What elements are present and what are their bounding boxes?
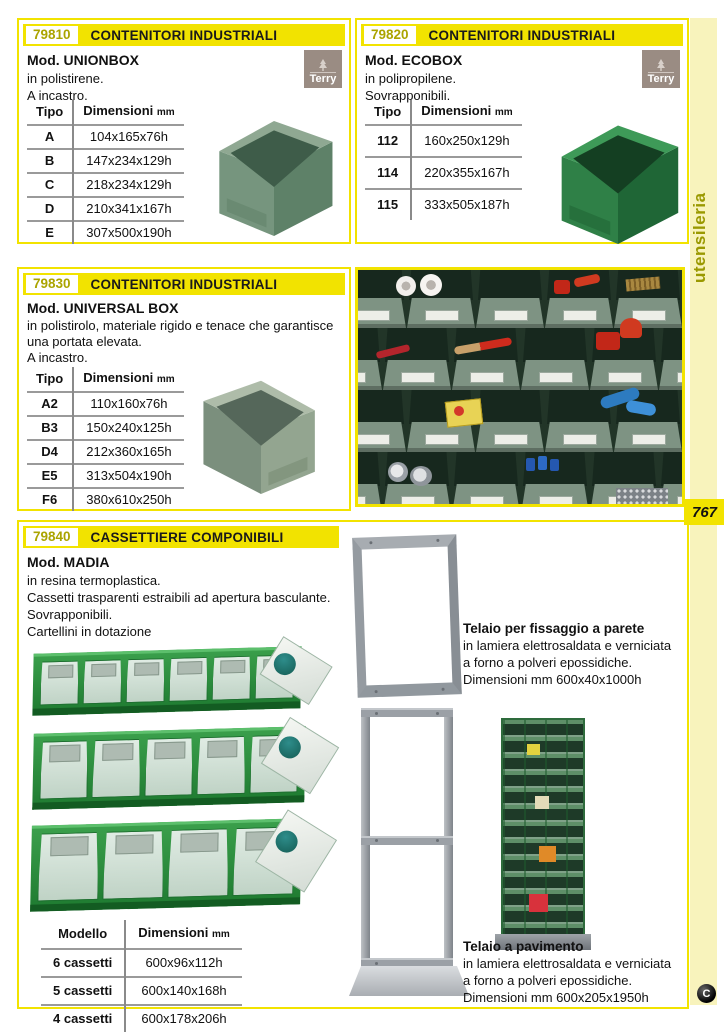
cell-dim: 218x234x129h	[86, 177, 172, 192]
floor-frame-line: in lamiera elettrosaldata e verniciata	[463, 956, 672, 971]
cell-dim: 150x240x125h	[86, 420, 172, 435]
model-description-line: Cartellini in dotazione	[27, 624, 152, 639]
model-description-line: Sovrapponibili.	[365, 88, 451, 103]
table-row	[27, 416, 184, 440]
cell-tipo: 112	[365, 125, 411, 157]
cell-tipo: C	[27, 173, 73, 197]
section-79810	[17, 18, 351, 244]
wall-frame-line: Dimensioni mm 600x40x1000h	[463, 672, 642, 687]
model-description-line: A incastro.	[27, 88, 88, 103]
brand-name: Terry	[647, 73, 675, 85]
cell-dim: 600x178x206h	[141, 1011, 227, 1026]
cell-modello: 6 cassetti	[41, 949, 125, 977]
page-number-tab: 767	[684, 499, 724, 525]
category-title: CONTENITORI INDUSTRIALI	[90, 276, 278, 292]
cabinet-item-red	[529, 894, 548, 912]
category-title: CONTENITORI INDUSTRIALI	[90, 27, 278, 43]
floor-frame-text	[463, 938, 678, 1006]
col-header-dimensioni: Dimensioni mm	[421, 103, 513, 118]
tree-icon	[317, 59, 329, 71]
terry-brand-logo	[304, 50, 342, 88]
model-name: Mod. ECOBOX	[365, 52, 463, 68]
storage-bins-photo	[355, 267, 685, 507]
cell-dim: 104x165x76h	[89, 129, 168, 144]
table-row	[27, 221, 184, 244]
photo-item-metal-grid	[616, 488, 668, 506]
photo-item-label-dot	[454, 406, 464, 416]
side-category-label: utensileria	[690, 192, 709, 284]
col-header-modello: Modello	[41, 920, 125, 949]
cell-dim: 307x500x190h	[86, 225, 172, 240]
article-code: 79840	[26, 528, 78, 546]
cabinet-item-beige	[535, 796, 549, 809]
photo-item-red-part	[620, 318, 642, 338]
col-header-tipo: Tipo	[365, 100, 411, 125]
floor-frame-title: Telaio a pavimento	[463, 939, 584, 954]
cell-tipo: E5	[27, 464, 73, 488]
unionbox-bin-image	[205, 104, 343, 236]
table-row	[41, 1005, 242, 1032]
spec-table	[27, 367, 184, 511]
cell-tipo: A2	[27, 392, 73, 416]
model-description-line: A incastro.	[27, 350, 88, 365]
floor-frame-image	[353, 708, 469, 1000]
wall-frame-title: Telaio per fissaggio a parete	[463, 621, 645, 636]
table-row	[41, 977, 242, 1005]
cell-dim: 380x610x250h	[86, 492, 172, 507]
cell-modello: 5 cassetti	[41, 977, 125, 1005]
spec-table	[41, 920, 242, 1032]
photo-item-red-part	[596, 332, 620, 350]
table-row	[27, 392, 184, 416]
table-row	[27, 173, 184, 197]
wall-frame-line: a forno a polveri epossidiche.	[463, 655, 633, 670]
table-header-row	[27, 367, 184, 392]
photo-item-metal-part	[388, 462, 408, 482]
table-row	[27, 464, 184, 488]
table-row	[41, 949, 242, 977]
universalbox-bin-image	[181, 364, 341, 494]
madia-unit-5-image	[33, 730, 305, 806]
cell-tipo: E	[27, 221, 73, 244]
cell-tipo: A	[27, 125, 73, 149]
table-row	[365, 125, 522, 157]
ecobox-bin-image	[547, 108, 689, 244]
section-79830	[17, 267, 351, 511]
section-header-79840	[23, 526, 339, 548]
table-header-row	[365, 100, 522, 125]
tree-icon	[655, 59, 667, 71]
wall-frame-line: in lamiera elettrosaldata e verniciata	[463, 638, 672, 653]
col-header-tipo: Tipo	[27, 367, 73, 392]
table-header-row	[27, 100, 184, 125]
cell-tipo: D4	[27, 440, 73, 464]
table-row	[27, 125, 184, 149]
madia-unit-4-image	[31, 822, 301, 908]
cabinet-item-orange	[539, 846, 556, 862]
wall-frame-image	[352, 534, 462, 698]
model-description-line: in polistirene.	[27, 71, 104, 86]
article-code: 79820	[364, 26, 416, 44]
wall-frame-text	[463, 620, 673, 688]
cell-dim: 212x360x165h	[86, 444, 172, 459]
photo-item-red-part	[554, 280, 570, 294]
model-description-line: Cassetti trasparenti estraibili ad apertura basculante.	[27, 590, 331, 605]
section-79820	[355, 18, 689, 244]
cabinet-item-yellow	[527, 744, 540, 755]
cell-tipo: B	[27, 149, 73, 173]
table-row	[27, 440, 184, 464]
table-row	[27, 488, 184, 511]
spec-table	[27, 100, 184, 244]
table-row	[365, 189, 522, 220]
cell-dim: 147x234x129h	[86, 153, 172, 168]
article-code: 79830	[26, 275, 78, 293]
cell-tipo: D	[27, 197, 73, 221]
cell-modello: 4 cassetti	[41, 1005, 125, 1032]
photo-item-blue-bit	[538, 456, 547, 470]
cell-dim: 313x504x190h	[86, 468, 172, 483]
photo-item-yellow-box	[445, 398, 484, 428]
floor-frame-line: Dimensioni mm 600x205x1950h	[463, 990, 649, 1005]
copyright-icon: C	[697, 984, 716, 1003]
terry-brand-logo	[642, 50, 680, 88]
section-header-79810	[23, 24, 345, 46]
model-description-line: in polipropilene.	[365, 71, 457, 86]
col-header-dimensioni: Dimensioni mm	[83, 103, 175, 118]
photo-item-blue-bit	[550, 459, 559, 471]
section-header-79820	[361, 24, 683, 46]
section-79840	[17, 520, 689, 1026]
spec-table	[365, 100, 522, 220]
madia-unit-6-image	[33, 650, 301, 712]
article-code: 79810	[26, 26, 78, 44]
table-row	[27, 197, 184, 221]
table-header-row	[41, 920, 242, 949]
cell-dim: 600x140x168h	[141, 983, 227, 998]
model-name: Mod. UNIVERSAL BOX	[27, 300, 179, 316]
section-header-79830	[23, 273, 345, 295]
cell-tipo: B3	[27, 416, 73, 440]
category-title: CASSETTIERE COMPONIBILI	[90, 529, 284, 545]
table-row	[27, 149, 184, 173]
model-name: Mod. MADIA	[27, 554, 110, 570]
cell-dim: 333x505x187h	[424, 197, 510, 212]
model-description-line: in polistirolo, materiale rigido e tenace che garantisce	[27, 318, 334, 333]
cell-dim: 600x96x112h	[145, 955, 223, 970]
photo-item-metal-part	[410, 466, 432, 486]
photo-item-blue-bit	[526, 458, 535, 471]
cell-dim: 220x355x167h	[424, 165, 510, 180]
brand-name: Terry	[309, 73, 337, 85]
col-header-dimensioni: Dimensioni mm	[138, 925, 230, 940]
model-description-line: in resina termoplastica.	[27, 573, 161, 588]
model-description-line: una portata elevata.	[27, 334, 142, 349]
table-row	[365, 157, 522, 189]
model-description-line: Sovrapponibili.	[27, 607, 113, 622]
col-header-dimensioni: Dimensioni mm	[83, 370, 175, 385]
category-title: CONTENITORI INDUSTRIALI	[428, 27, 616, 43]
madia-floor-cabinet-image	[501, 718, 585, 950]
photo-bin-row	[355, 390, 685, 452]
col-header-tipo: Tipo	[27, 100, 73, 125]
cell-tipo: 115	[365, 189, 411, 220]
cell-tipo: F6	[27, 488, 73, 511]
cell-dim: 110x160x76h	[90, 396, 168, 411]
floor-frame-line: a forno a polveri epossidiche.	[463, 973, 633, 988]
cell-dim: 160x250x129h	[424, 133, 510, 148]
cell-dim: 210x341x167h	[86, 201, 172, 216]
model-name: Mod. UNIONBOX	[27, 52, 139, 68]
photo-item-tape-roll	[420, 274, 442, 296]
photo-item-tape-roll	[396, 276, 416, 296]
cell-tipo: 114	[365, 157, 411, 189]
